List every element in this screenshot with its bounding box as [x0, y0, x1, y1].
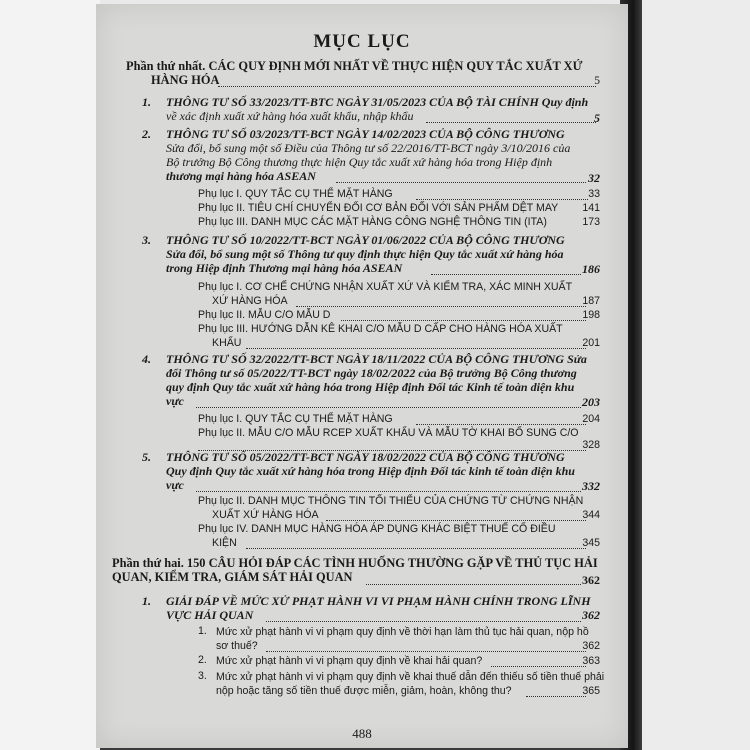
item1-page: 5 — [594, 111, 600, 125]
dot-leader — [196, 491, 581, 492]
question1-page: 362 — [582, 640, 600, 652]
dot-leader — [341, 320, 586, 321]
item5-sub1-line2: XUẤT XỨ HÀNG HÓA — [212, 509, 319, 521]
item2-page: 32 — [588, 171, 600, 185]
section1-number: 1. — [142, 594, 151, 608]
question3-number: 3. — [198, 670, 207, 682]
item4-sub1: Phụ lục I. QUY TẮC CỤ THỂ MẶT HÀNG — [198, 413, 393, 425]
item4-line4: vực — [166, 394, 184, 408]
item3-sub2: Phụ lục II. MẪU C/O MẪU D — [198, 309, 331, 321]
dot-leader — [366, 584, 581, 585]
item1-line1: THÔNG TƯ SỐ 33/2023/TT-BTC NGÀY 31/05/2023 CỦA BỘ TÀI CHÍNH Quy định — [166, 95, 589, 109]
item4-sub1-page: 204 — [582, 413, 600, 425]
dot-leader — [246, 348, 586, 349]
dot-leader — [416, 424, 586, 425]
background-right — [632, 0, 750, 750]
item2-sub3-page: 173 — [582, 216, 600, 228]
item5-line2: Quy định Quy tắc xuất xứ hàng hóa trong Hiệp định Đối tác kinh tế toàn diện khu — [166, 464, 575, 478]
dot-leader — [196, 407, 581, 408]
item2-number: 2. — [142, 127, 151, 141]
item3-sub1-line2: XỨ HÀNG HÓA — [212, 295, 288, 307]
item3-line1: THÔNG TƯ SỐ 10/2022/TT-BCT NGÀY 01/06/2022 CỦA BỘ CÔNG THƯƠNG — [166, 233, 565, 247]
item2-line3: Bộ trưởng Bộ Công thương thực hiện Quy tắc xuất xứ hàng hóa trong Hiệp định — [166, 155, 553, 169]
page-number: 488 — [352, 726, 372, 741]
dot-leader — [266, 621, 581, 622]
item5-line3: vực — [166, 478, 184, 492]
item4-sub2-page: 328 — [582, 439, 600, 451]
item1-number: 1. — [142, 95, 151, 109]
section1-line1: GIẢI ĐÁP VỀ MỨC XỬ PHẠT HÀNH VI VI PHẠM HÀNH CHÍNH TRONG LĨNH — [166, 594, 591, 608]
item5-sub1-line1: Phụ lục II. DANH MỤC THÔNG TIN TỐI THIỂU CỦA CHỨNG TỪ CHỨNG NHẬN — [198, 495, 584, 507]
dot-leader — [326, 520, 586, 521]
dot-leader — [336, 182, 586, 183]
item2-sub3: Phụ lục III. DANH MỤC CÁC MẶT HÀNG CÔNG NGHỆ THÔNG TIN (ITA) — [198, 216, 547, 228]
item5-number: 5. — [142, 450, 151, 464]
dot-leader — [431, 274, 581, 275]
item4-number: 4. — [142, 352, 151, 366]
item3-sub2-page: 198 — [582, 309, 600, 321]
dot-leader — [246, 548, 586, 549]
item5-sub2-line2: KIỆN — [212, 537, 237, 549]
item5-sub1-page: 344 — [582, 509, 600, 521]
item1-line2: về xác định xuất xứ hàng hóa xuất khẩu, nhập khẩu — [166, 109, 414, 123]
question1-line1: Mức xử phạt hành vi vi phạm quy định về thời hạn làm thủ tục hải quan, nộp hồ — [216, 626, 589, 638]
background-left — [0, 0, 100, 750]
item2-sub1-page: 33 — [588, 188, 600, 200]
item4-line1: THÔNG TƯ SỐ 32/2022/TT-BCT NGÀY 18/11/2022 CỦA BỘ CÔNG THƯƠNG Sửa — [166, 352, 587, 366]
part1-heading-line2: HÀNG HÓA — [151, 73, 220, 87]
item3-number: 3. — [142, 233, 151, 247]
item3-page: 186 — [582, 262, 600, 276]
part1-page: 5 — [594, 75, 600, 87]
item3-line2: Sửa đổi, bổ sung một số Thông tư quy định thực hiện Quy tắc xuất xứ hàng hóa — [166, 247, 564, 261]
item2-sub2-page: 141 — [582, 202, 600, 214]
section1-page: 362 — [582, 608, 600, 622]
item5-page: 332 — [582, 479, 600, 493]
item4-line2: đổi Thông tư số 05/2022/TT-BCT ngày 18/02/2022 của Bộ trưởng Bộ Công thương — [166, 366, 577, 380]
item3-sub3-line2: KHẨU — [212, 337, 242, 349]
item4-sub2: Phụ lục II. MẪU C/O MẪU RCEP XUẤT KHẨU VÀ MẪU TỜ KHAI BỔ SUNG C/O — [198, 427, 579, 439]
item3-line3: trong Hiệp định Thương mại hàng hóa ASEAN — [166, 261, 403, 275]
item5-sub2-page: 345 — [582, 537, 600, 549]
dot-leader — [296, 306, 586, 307]
item2-sub1: Phụ lục I. QUY TẮC CỤ THỂ MẶT HÀNG — [198, 188, 393, 200]
item3-sub1-line1: Phụ lục I. CƠ CHẾ CHỨNG NHẬN XUẤT XỨ VÀ KIỂM TRA, XÁC MINH XUẤT — [198, 281, 573, 293]
dot-leader — [426, 122, 596, 123]
item4-page: 203 — [582, 395, 600, 409]
page-title: MỤC LỤC — [313, 31, 411, 52]
item2-line2: Sửa đổi, bổ sung một số Điều của Thông tư số 22/2016/TT-BCT ngày 3/10/2016 của — [166, 141, 571, 155]
question2-line1: Mức xử phạt hành vi vi phạm quy định về khai hải quan? — [216, 655, 483, 667]
part2-heading-line2: QUAN, KIỂM TRA, GIÁM SÁT HẢI QUAN — [112, 570, 353, 584]
item4-line3: quy định Quy tắc xuất xứ hàng hóa trong Hiệp định Đối tác Kinh tế toàn diện khu — [166, 380, 575, 394]
book-page — [96, 4, 628, 748]
item3-sub3-page: 201 — [582, 337, 600, 349]
item5-sub2-line1: Phụ lục IV. DANH MỤC HÀNG HÓA ÁP DỤNG KHÁC BIỆT THUẾ CỔ ĐIỀU — [198, 523, 556, 535]
question3-line1: Mức xử phạt hành vi vi phạm quy định về khai thuế dẫn đến thiếu số tiền thuế phải — [216, 671, 605, 683]
question3-page: 365 — [582, 685, 600, 697]
part1-heading-line1: Phần thứ nhất. CÁC QUY ĐỊNH MỚI NHẤT VỀ THỰC HIỆN QUY TẮC XUẤT XỨ — [126, 59, 583, 73]
item2-line4: thương mại hàng hóa ASEAN — [166, 169, 316, 183]
item5-line1: THÔNG TƯ SỐ 05/2022/TT-BCT NGÀY 18/02/2022 CỦA BỘ CÔNG THƯƠNG — [166, 450, 565, 464]
item3-sub3-line1: Phụ lục III. HƯỚNG DẪN KÊ KHAI C/O MẪU D CẤP CHO HÀNG HÓA XUẤT — [198, 323, 563, 335]
part2-page: 362 — [582, 573, 600, 587]
dot-leader — [218, 86, 596, 87]
section1-line2: VỰC HẢI QUAN — [166, 608, 254, 622]
item2-sub2: Phụ lục II. TIÊU CHÍ CHUYỂN ĐỔI CƠ BẢN ĐỐI VỚI SẢN PHẨM DỆT MAY — [198, 202, 559, 214]
question3-line2: nộp hoặc tăng số tiền thuế được miễn, giảm, hoàn, không thu? — [216, 685, 512, 697]
part2-heading-line1: Phần thứ hai. 150 CÂU HỎI ĐÁP CÁC TÌNH HUỐNG THƯỜNG GẶP VỀ THỦ TỤC HẢI — [112, 556, 598, 570]
question1-number: 1. — [198, 625, 207, 637]
item2-line1: THÔNG TƯ SỐ 03/2023/TT-BCT NGÀY 14/02/2023 CỦA BỘ CÔNG THƯƠNG — [166, 127, 565, 141]
question1-line2: sơ thuế? — [216, 640, 258, 652]
dot-leader — [416, 199, 588, 200]
dot-leader — [266, 651, 586, 652]
question2-number: 2. — [198, 654, 207, 666]
item3-sub1-page: 187 — [582, 295, 600, 307]
question2-page: 363 — [582, 655, 600, 667]
